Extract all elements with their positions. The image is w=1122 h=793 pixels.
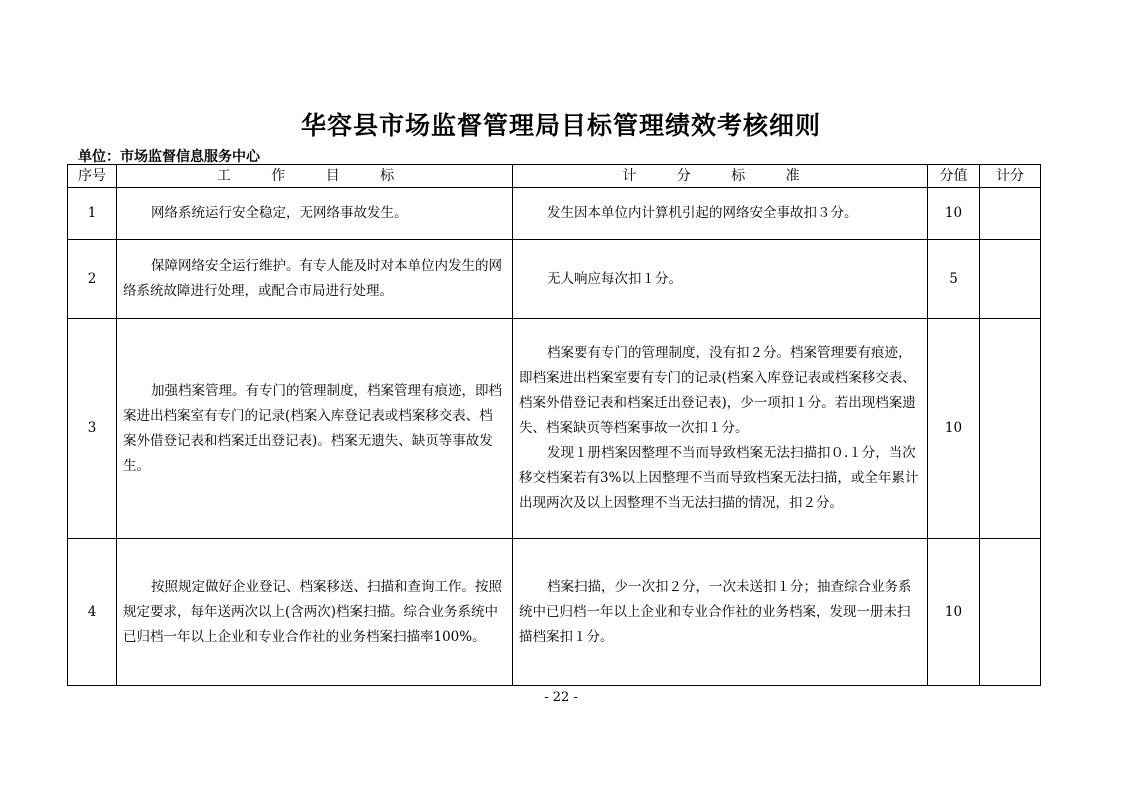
scoring-standard-text: 档案扫描，少一次扣２分，一次未送扣１分；抽查综合业务系统中已归档一年以上企业和专业合作社的业务档案，发现一册未扫描档案扣１分。 bbox=[519, 578, 912, 645]
work-goal-cell bbox=[117, 188, 513, 240]
work-goal-text: 按照规定做好企业登记、档案移送、扫描和查询工作。按照规定要求，每年送两次以上(含两次)档案扫描。综合业务系统中已归档一年以上企业和专业合作社的业务档案扫描率100%。 bbox=[123, 578, 502, 645]
work-goal-cell bbox=[117, 539, 513, 686]
score-value: 10 bbox=[928, 319, 980, 539]
work-goal-cell bbox=[117, 240, 513, 319]
table-row bbox=[68, 319, 1041, 539]
page-number: - 22 - bbox=[544, 690, 578, 705]
tally-cell bbox=[980, 319, 1041, 539]
row-number: 4 bbox=[68, 539, 117, 686]
scoring-standard-text: 无人响应每次扣１分。 bbox=[547, 270, 682, 287]
tally-cell bbox=[980, 188, 1041, 240]
score-value: 10 bbox=[928, 188, 980, 240]
table-row bbox=[68, 188, 1041, 240]
work-goal-text: 加强档案管理。有专门的管理制度，档案管理有痕迹，即档案进出档案室有专门的记录(档案入库登记表或档案移交表、档案外借登记表和档案迁出登记表)。档案无遗失、缺页等事故发生。 bbox=[123, 382, 502, 474]
table-row bbox=[68, 240, 1041, 319]
scoring-standard-text: 档案要有专门的管理制度，没有扣２分。档案管理要有痕迹，即档案进出档案室要有专门的记录(档案入库登记表或档案移交表、档案外借登记表和档案迁出登记表)，少一项扣１分。若出现档案遗失、档案缺页等档案事故一次扣１分。 bbox=[519, 345, 916, 436]
scoring-standard-cell bbox=[513, 188, 928, 240]
scoring-standard-cell bbox=[513, 319, 928, 539]
unit-label: 单位：市场监督信息服务中心 bbox=[78, 149, 260, 165]
scoring-standard-cell bbox=[513, 539, 928, 686]
row-number: 3 bbox=[68, 319, 117, 539]
tally-cell bbox=[980, 240, 1041, 319]
row-number: 2 bbox=[68, 240, 117, 319]
header-score: 分值 bbox=[928, 165, 980, 188]
scoring-standard-text: 发生因本单位内计算机引起的网络安全事故扣３分。 bbox=[547, 205, 858, 221]
scoring-standard-cell bbox=[513, 240, 928, 319]
work-goal-text: 网络系统运行安全稳定，无网络事故发生。 bbox=[151, 205, 408, 221]
table-row bbox=[68, 539, 1041, 686]
header-tally: 计分 bbox=[980, 165, 1041, 188]
header-goal: 工 作 目 标 bbox=[117, 165, 513, 188]
header-standard: 计 分 标 准 bbox=[513, 165, 928, 188]
page-title: 华容县市场监督管理局目标管理绩效考核细则 bbox=[300, 111, 821, 140]
score-value: 10 bbox=[928, 539, 980, 686]
table-header-row bbox=[68, 165, 1041, 188]
work-goal-cell bbox=[117, 319, 513, 539]
work-goal-text: 保障网络安全运行维护。有专人能及时对本单位内发生的网络系统故障进行处理，或配合市局进行处理。 bbox=[123, 258, 502, 299]
scoring-standard-text: 发现１册档案因整理不当而导致档案无法扫描扣０.１分，当次移交档案若有3%以上因整理不当而导致档案无法扫描，或全年累计出现两次及以上因整理不当无法扫描的情况，扣２分。 bbox=[519, 445, 919, 511]
row-number: 1 bbox=[68, 188, 117, 240]
header-no: 序号 bbox=[68, 165, 117, 188]
score-value: 5 bbox=[928, 240, 980, 319]
tally-cell bbox=[980, 539, 1041, 686]
assessment-table bbox=[67, 164, 1041, 686]
